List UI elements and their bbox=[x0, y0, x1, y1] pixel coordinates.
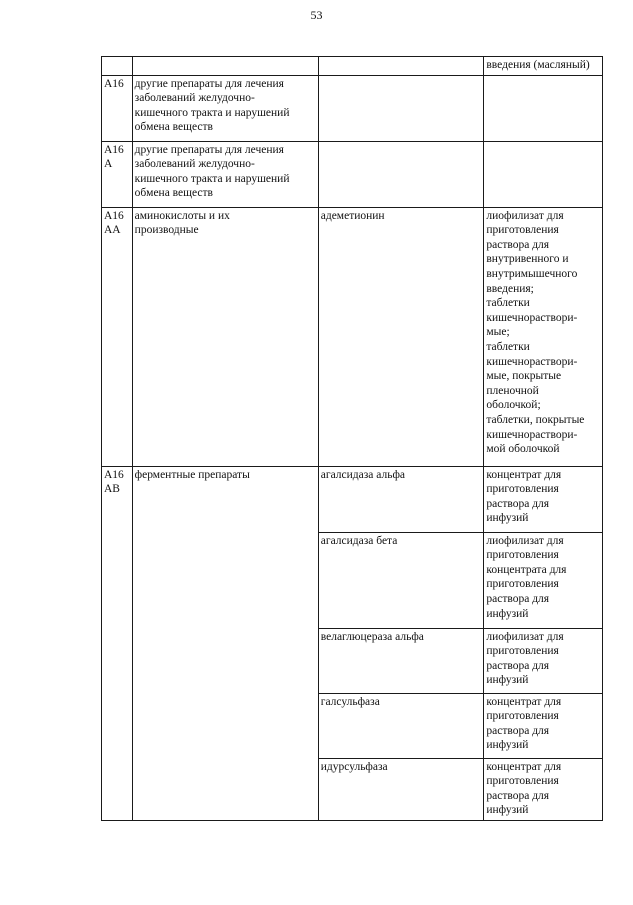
drug-name: галсульфаза bbox=[320, 695, 380, 708]
cell-line: приготовления bbox=[486, 578, 559, 591]
form-line: введения (масляный) bbox=[486, 59, 590, 71]
cell-line: производные bbox=[134, 224, 199, 237]
drug-name: агалсидаза альфа bbox=[320, 468, 405, 481]
table-row bbox=[102, 75, 603, 141]
drug-cell bbox=[318, 628, 484, 693]
cell-line: другие препараты для лечения bbox=[134, 143, 284, 156]
drug-cell bbox=[318, 75, 484, 141]
cell-line: инфузий bbox=[486, 512, 529, 525]
cell-line: кишечнораствори- bbox=[486, 355, 578, 368]
drug-cell bbox=[318, 693, 484, 758]
cell-line: пленочной bbox=[486, 384, 539, 397]
cell-line: ферментные препараты bbox=[134, 468, 250, 481]
drug-name: агалсидаза бета bbox=[320, 534, 398, 547]
form-cell bbox=[484, 532, 603, 628]
cell-line: концентрат для bbox=[486, 695, 562, 708]
code-cell bbox=[102, 141, 133, 207]
cell-line: кишечнораствори- bbox=[486, 311, 578, 324]
cell-line: приготовления bbox=[486, 483, 559, 496]
cell-line: приготовления bbox=[486, 710, 559, 723]
cell-line: обмена веществ bbox=[134, 187, 213, 200]
cell-line: приготовления bbox=[486, 224, 559, 237]
cell-line: мой оболочкой bbox=[486, 443, 560, 456]
cell-line: лиофилизат для bbox=[486, 209, 564, 222]
cell-line: раствора для bbox=[486, 238, 550, 251]
cell-line: введения; bbox=[486, 282, 534, 295]
drug-cell bbox=[318, 466, 484, 532]
table-row bbox=[102, 466, 603, 532]
cell-line: лиофилизат для bbox=[486, 630, 564, 643]
cell-line: кишечного тракта и нарушений bbox=[134, 172, 290, 185]
drug-cell bbox=[318, 532, 484, 628]
cell-line: мые, покрытые bbox=[486, 370, 562, 383]
code-cell bbox=[102, 207, 133, 466]
cell-line: таблетки bbox=[486, 297, 530, 310]
cell-line: раствора для bbox=[486, 724, 550, 737]
form-cell bbox=[484, 628, 603, 693]
cell-line: лиофилизат для bbox=[486, 534, 564, 547]
cell-line: инфузий bbox=[486, 804, 529, 817]
form-cell bbox=[484, 75, 603, 141]
cell-line: концентрат для bbox=[486, 760, 562, 773]
cell-line: инфузий bbox=[486, 607, 529, 620]
group-cell bbox=[132, 75, 318, 141]
cell-line: AA bbox=[104, 224, 121, 237]
form-cell bbox=[484, 57, 603, 76]
group-cell bbox=[132, 57, 318, 76]
cell-line: A16 bbox=[104, 77, 124, 90]
group-cell bbox=[132, 141, 318, 207]
group-cell bbox=[132, 466, 318, 820]
cell-line: таблетки bbox=[486, 340, 530, 353]
drug-cell bbox=[318, 758, 484, 820]
cell-line: внутривенного и bbox=[486, 253, 569, 266]
cell-line: инфузий bbox=[486, 674, 529, 687]
table-row bbox=[102, 207, 603, 466]
cell-line: мые; bbox=[486, 326, 510, 339]
cell-line: кишечнораствори- bbox=[486, 428, 578, 441]
cell-line: концентрата для bbox=[486, 563, 567, 576]
cell-line: аминокислоты и их bbox=[134, 209, 230, 222]
cell-line: кишечного тракта и нарушений bbox=[134, 106, 290, 119]
cell-line: A16 bbox=[104, 209, 124, 222]
cell-line: раствора для bbox=[486, 659, 550, 672]
drug-cell bbox=[318, 207, 484, 466]
group-cell bbox=[132, 207, 318, 466]
cell-line: оболочкой; bbox=[486, 399, 541, 412]
cell-line: инфузий bbox=[486, 739, 529, 752]
cell-line: раствора для bbox=[486, 497, 550, 510]
cell-line: AB bbox=[104, 483, 120, 496]
cell-line: раствора для bbox=[486, 592, 550, 605]
drug-classification-table bbox=[101, 56, 603, 821]
form-cell bbox=[484, 466, 603, 532]
code-cell bbox=[102, 466, 133, 820]
table-row bbox=[102, 57, 603, 76]
drug-cell bbox=[318, 57, 484, 76]
code-cell bbox=[102, 75, 133, 141]
cell-line: раствора для bbox=[486, 789, 550, 802]
drug-name: идурсульфаза bbox=[320, 760, 388, 773]
form-cell bbox=[484, 758, 603, 820]
cell-line: A16 bbox=[104, 143, 124, 156]
cell-line: таблетки, покрытые bbox=[486, 413, 585, 426]
drug-name: велаглюцераза альфа bbox=[320, 630, 424, 643]
cell-line: заболеваний желудочно- bbox=[134, 92, 255, 105]
code-cell bbox=[102, 57, 133, 76]
cell-line: внутримышечного bbox=[486, 267, 578, 280]
cell-line: другие препараты для лечения bbox=[134, 77, 284, 90]
cell-line: приготовления bbox=[486, 549, 559, 562]
cell-line: обмена веществ bbox=[134, 121, 213, 134]
cell-line: приготовления bbox=[486, 775, 559, 788]
page-number: 53 bbox=[310, 8, 323, 22]
cell-line: концентрат для bbox=[486, 468, 562, 481]
cell-line: A bbox=[104, 158, 113, 171]
drug-name: адеметионин bbox=[320, 209, 385, 222]
form-cell bbox=[484, 141, 603, 207]
form-cell bbox=[484, 207, 603, 466]
cell-line: A16 bbox=[104, 468, 124, 481]
table-row bbox=[102, 141, 603, 207]
cell-line: приготовления bbox=[486, 645, 559, 658]
cell-line: заболеваний желудочно- bbox=[134, 158, 255, 171]
form-cell bbox=[484, 693, 603, 758]
drug-cell bbox=[318, 141, 484, 207]
